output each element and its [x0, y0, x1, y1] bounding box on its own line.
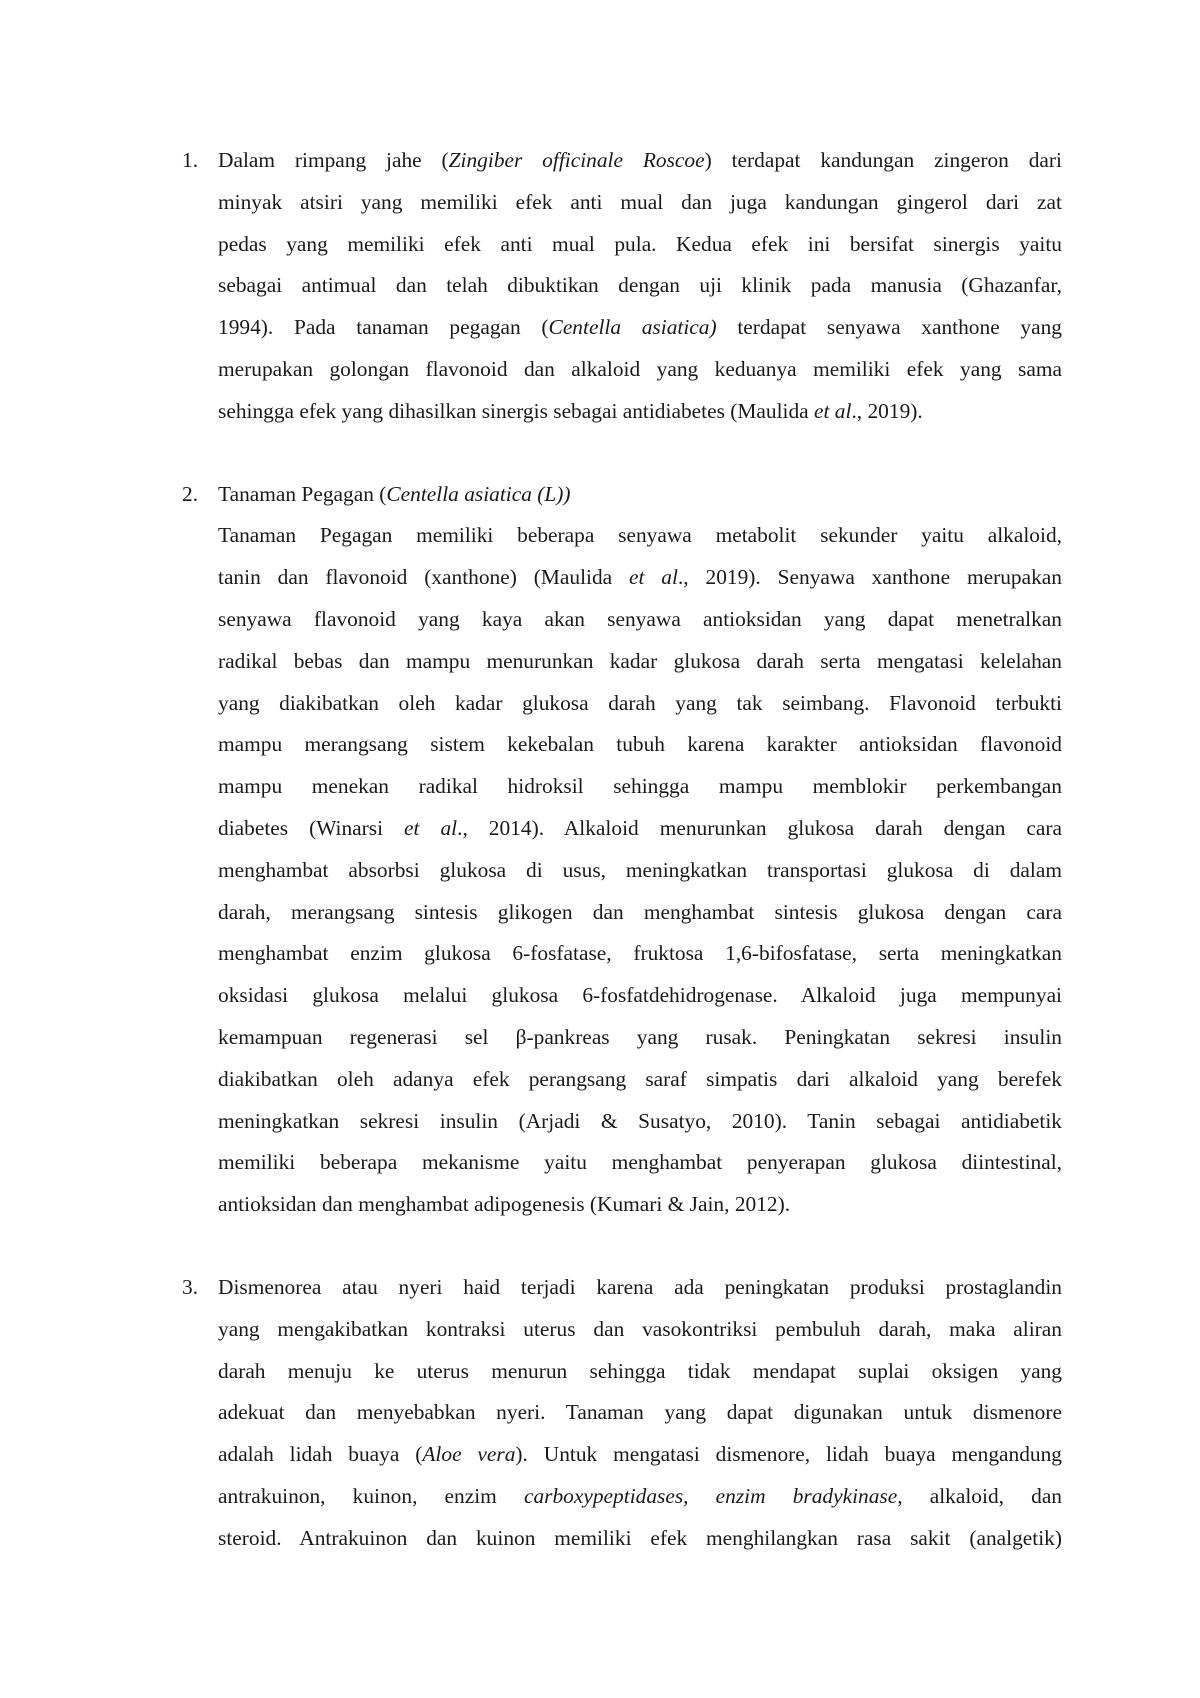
text-line [218, 1309, 1062, 1351]
text-segment: terdapat senyawa xanthone yang [716, 315, 1062, 340]
text-line [218, 1351, 1062, 1393]
text-segment: sehingga efek yang dihasilkan sinergis sebagai antidiabetes (Maulida [218, 398, 814, 423]
text-segment: ., 2014). Alkaloid menurunkan glukosa darah dengan cara [457, 815, 1062, 840]
list-item [182, 474, 1062, 1226]
text-segment: adalah lidah buaya ( [218, 1442, 423, 1467]
list-item-body [218, 474, 1062, 1226]
text-line [218, 1059, 1062, 1101]
text-line [218, 1476, 1062, 1518]
text-segment: diabetes (Winarsi [218, 815, 405, 840]
text-segment: minyak atsiri yang memiliki efek anti mual dan juga kandungan gingerol dari zat [218, 189, 1062, 214]
text-line [218, 892, 1062, 934]
text-line [218, 515, 1062, 557]
text-segment: , alkaloid, dan [897, 1483, 1063, 1508]
list-item-body [218, 140, 1062, 433]
text-segment: adekuat dan menyebabkan nyeri. Tanaman yang dapat digunakan untuk dismenore [218, 1400, 1062, 1425]
text-segment: Dalam rimpang jahe ( [218, 148, 449, 172]
italic-term: carboxypeptidases, enzim bradykinase [523, 1483, 898, 1508]
text-line [218, 724, 1062, 766]
list-item-body [218, 1267, 1062, 1560]
text-segment: 1994). Pada tanaman pegagan ( [218, 315, 549, 340]
text-segment: oksidasi glukosa melalui glukosa 6-fosfatdehidrogenase. Alkaloid juga mempunyai [218, 983, 1062, 1008]
text-segment: merupakan golongan flavonoid dan alkaloid yang keduanya memiliki efek yang sama [218, 356, 1062, 381]
text-segment: antrakuinon, kuinon, enzim [218, 1483, 524, 1508]
text-line [218, 224, 1062, 266]
text-segment: mampu merangsang sistem kekebalan tubuh karena karakter antioksidan flavonoid [218, 732, 1062, 757]
list-item [182, 140, 1062, 433]
text-line [218, 349, 1062, 391]
list-item-number: 1. [182, 148, 199, 172]
italic-term: Centella asiatica) [548, 315, 717, 340]
text-segment: yang diakibatkan oleh kadar glukosa darah yang tak seimbang. Flavonoid terbukti [218, 690, 1062, 715]
text-line [218, 1267, 1062, 1309]
text-line [218, 641, 1062, 683]
italic-term: et al [404, 815, 458, 840]
text-segment: darah menuju ke uterus menurun sehingga tidak mendapat suplai oksigen yang [218, 1358, 1062, 1383]
text-line [218, 683, 1062, 725]
text-segment: diakibatkan oleh adanya efek perangsang saraf simpatis dari alkaloid yang berefek [218, 1066, 1062, 1091]
text-line [218, 1017, 1062, 1059]
subheading [218, 474, 1062, 516]
numbered-list [182, 140, 1062, 1560]
text-segment: menghambat enzim glukosa 6-fosfatase, fruktosa 1,6-bifosfatase, serta meningkatkan [218, 941, 1062, 966]
text-segment: Tanaman Pegagan memiliki beberapa senyawa metabolit sekunder yaitu alkaloid, [218, 523, 1062, 548]
text-segment: mampu menekan radikal hidroksil sehingga mampu memblokir perkembangan [218, 774, 1062, 799]
text-segment: ., 2019). Senyawa xanthone merupakan [677, 565, 1062, 590]
text-segment: ) terdapat kandungan zingeron dari [704, 148, 1062, 172]
text-segment: steroid. Antrakuinon dan kuinon memiliki efek menghilangkan rasa sakit (analgetik) [218, 1525, 1062, 1550]
text-line [218, 391, 1062, 433]
italic-term: Zingiber officinale Roscoe [448, 148, 705, 172]
text-line [218, 1434, 1062, 1476]
text-segment: Dismenorea atau nyeri haid terjadi karena ada peningkatan produksi prostaglandin [218, 1274, 1062, 1299]
text-line [218, 1392, 1062, 1434]
list-item [182, 1267, 1062, 1560]
text-segment: Tanaman Pegagan ( [218, 481, 387, 506]
italic-term: et al [629, 565, 678, 590]
text-line [218, 1101, 1062, 1143]
text-segment: yang mengakibatkan kontraksi uterus dan vasokontriksi pembuluh darah, maka aliran [218, 1316, 1062, 1341]
text-line [218, 850, 1062, 892]
text-line [218, 808, 1062, 850]
text-line [218, 599, 1062, 641]
text-segment: sebagai antimual dan telah dibuktikan dengan uji klinik pada manusia (Ghazanfar, [218, 273, 1062, 298]
text-segment: memiliki beberapa mekanisme yaitu menghambat penyerapan glukosa diintestinal, [218, 1150, 1062, 1175]
text-line [218, 182, 1062, 224]
text-line [218, 975, 1062, 1017]
list-item-number: 2. [182, 481, 199, 506]
text-line [218, 140, 1062, 182]
text-segment: pedas yang memiliki efek anti mual pula. Kedua efek ini bersifat sinergis yaitu [218, 231, 1062, 256]
text-line [218, 1518, 1062, 1560]
text-line [218, 307, 1062, 349]
italic-term: et al [814, 398, 852, 423]
text-segment: meningkatkan sekresi insulin (Arjadi & Susatyo, 2010). Tanin sebagai antidiabetik [218, 1108, 1062, 1133]
text-segment: menghambat absorbsi glukosa di usus, meningkatkan transportasi glukosa di dalam [218, 857, 1062, 882]
text-line [218, 933, 1062, 975]
text-segment: ., 2019). [851, 398, 923, 423]
list-item-number: 3. [182, 1274, 199, 1299]
text-line [218, 265, 1062, 307]
text-line [218, 1142, 1062, 1184]
text-line [218, 557, 1062, 599]
text-segment: senyawa flavonoid yang kaya akan senyawa antioksidan yang dapat menetralkan [218, 606, 1062, 631]
text-segment: radikal bebas dan mampu menurunkan kadar glukosa darah serta mengatasi kelelahan [218, 648, 1062, 673]
text-segment: ). Untuk mengatasi dismenore, lidah buaya mengandung [515, 1442, 1063, 1467]
text-line [218, 1184, 1062, 1226]
text-segment: kemampuan regenerasi sel β-pankreas yang rusak. Peningkatan sekresi insulin [218, 1024, 1062, 1049]
text-segment: darah, merangsang sintesis glikogen dan menghambat sintesis glukosa dengan cara [218, 899, 1062, 924]
italic-term: Aloe vera [422, 1442, 516, 1467]
italic-term: Centella asiatica (L)) [386, 481, 571, 506]
text-line [218, 766, 1062, 808]
text-segment: tanin dan flavonoid (xanthone) (Maulida [218, 565, 629, 590]
text-segment: antioksidan dan menghambat adipogenesis (Kumari & Jain, 2012). [218, 1192, 791, 1217]
